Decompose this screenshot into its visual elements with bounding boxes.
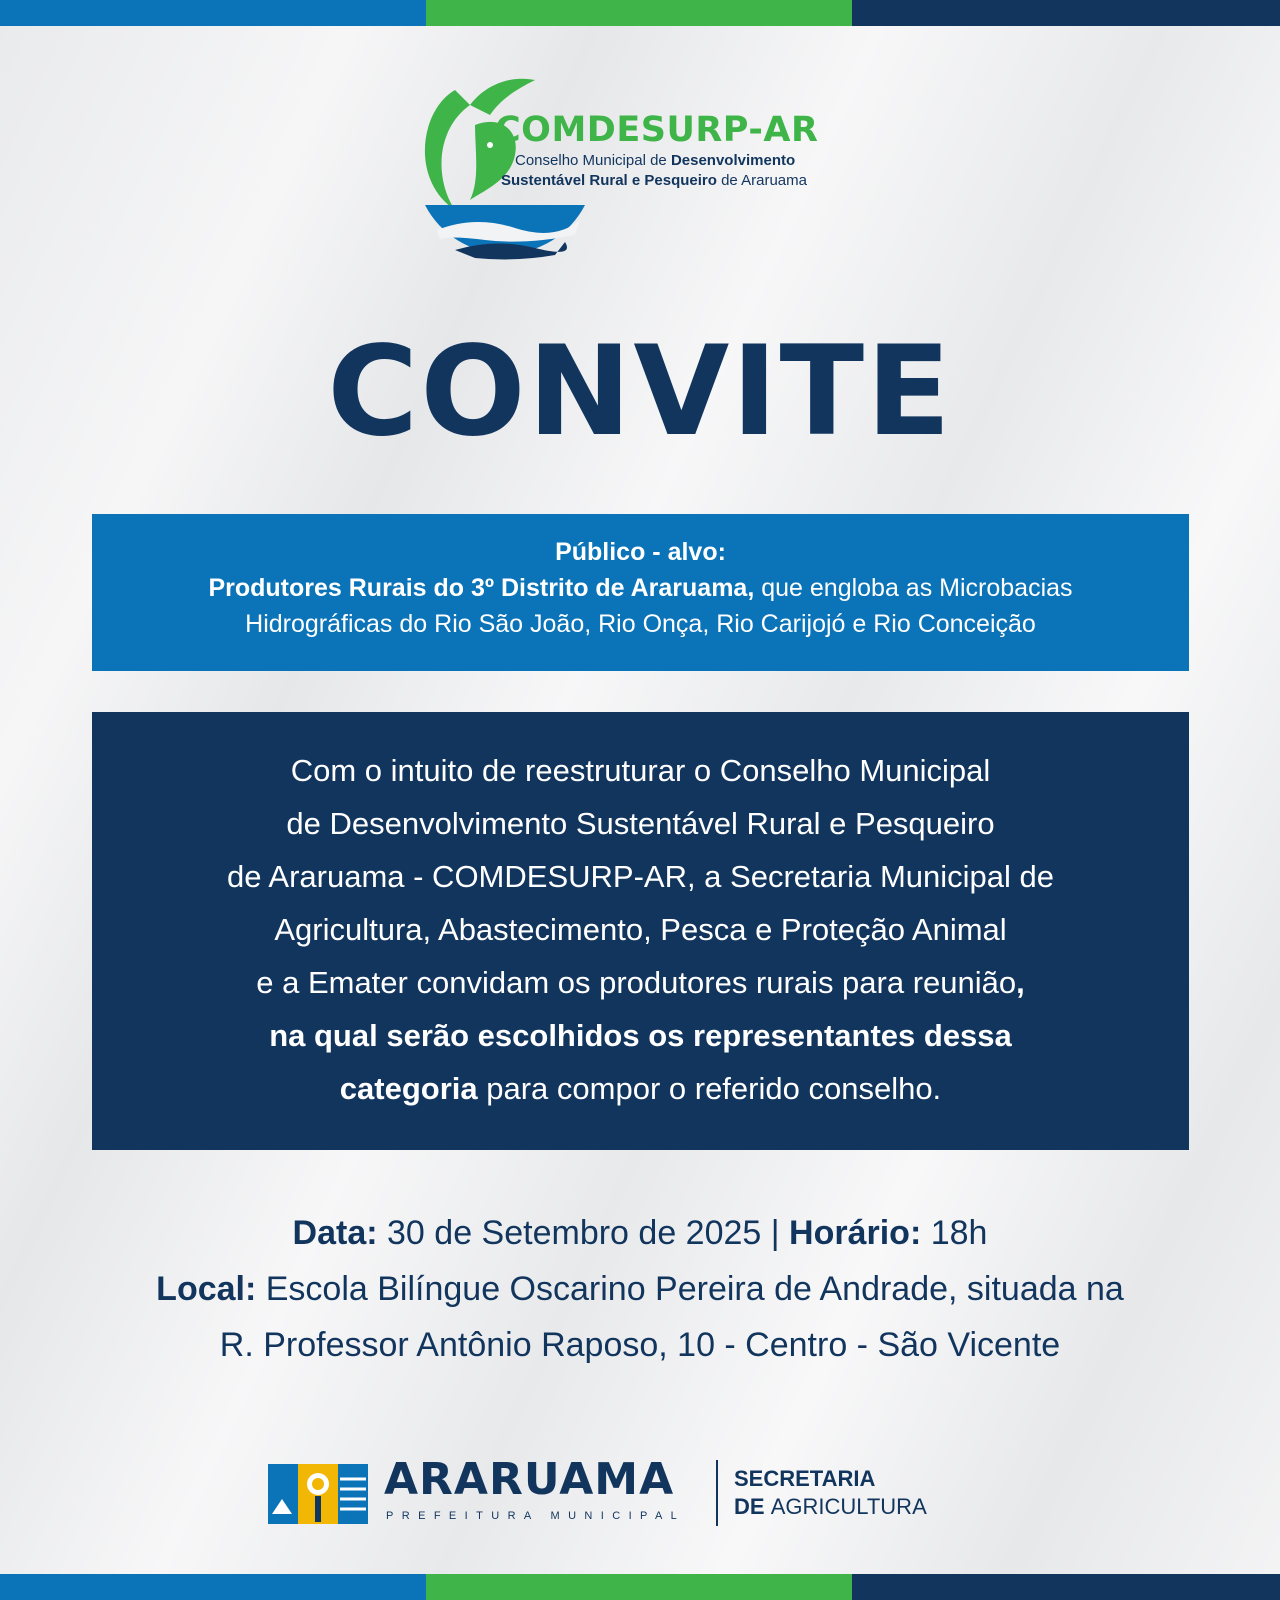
logo-subtitle-line2: Sustentável Rural e Pesqueiro de Araruama — [501, 172, 807, 189]
comdesurp-wordmark: COMDESURP-AR — [495, 110, 819, 150]
message-line: categoria para compor o referido conselho. — [339, 1071, 942, 1106]
stripe-navy — [852, 1574, 1280, 1600]
target-audience-box — [92, 514, 1189, 671]
date-time-line: Data: 30 de Setembro de 2025 | Horário: 18h — [292, 1214, 988, 1252]
invitation-message-box — [92, 712, 1189, 1150]
comdesurp-logo — [415, 70, 865, 270]
top-color-stripe — [0, 0, 1280, 26]
event-details — [0, 1205, 1280, 1373]
stripe-green — [426, 1574, 852, 1600]
address-line: R. Professor Antônio Raposo, 10 - Centro - São Vicente — [219, 1326, 1061, 1364]
page-title: CONVITE — [327, 320, 953, 464]
prefeitura-label: PREFEITURA MUNICIPAL — [386, 1510, 686, 1522]
location-line: Local: Escola Bilíngue Oscarino Pereira de Andrade, situada na — [156, 1270, 1124, 1308]
secretaria-label: SECRETARIA — [734, 1466, 876, 1491]
message-line: na qual serão escolhidos os representantes dessa — [269, 1018, 1012, 1053]
message-line: de Desenvolvimento Sustentável Rural e Pesqueiro — [286, 806, 995, 841]
message-line: Agricultura, Abastecimento, Pesca e Proteção Animal — [274, 912, 1007, 947]
agricultura-label: DE AGRICULTURA — [734, 1494, 927, 1519]
message-line: Com o intuito de reestruturar o Conselho Municipal — [290, 753, 991, 788]
bottom-color-stripe — [0, 1574, 1280, 1600]
footer-branding — [268, 1454, 988, 1530]
araruama-crest-icon — [268, 1464, 368, 1524]
audience-line2: Hidrográficas do Rio São João, Rio Onça, Rio Carijojó e Rio Conceição — [245, 610, 1036, 638]
stripe-blue — [0, 0, 426, 26]
logo-subtitle-line1: Conselho Municipal de Desenvolvimento — [515, 152, 796, 169]
fish-leaf-emblem-icon — [415, 70, 595, 270]
audience-heading: Público - alvo: — [555, 538, 726, 566]
audience-line1: Produtores Rurais do 3º Distrito de Araruama, que engloba as Microbacias — [208, 574, 1073, 602]
stripe-blue — [0, 1574, 426, 1600]
footer-divider — [716, 1460, 718, 1526]
city-name: ARARUAMA — [384, 1454, 675, 1505]
message-line: de Araruama - COMDESURP-AR, a Secretaria Municipal de — [227, 859, 1054, 894]
message-line: e a Emater convidam os produtores rurais para reunião, — [256, 965, 1025, 1000]
stripe-green — [426, 0, 852, 26]
stripe-navy — [852, 0, 1280, 26]
